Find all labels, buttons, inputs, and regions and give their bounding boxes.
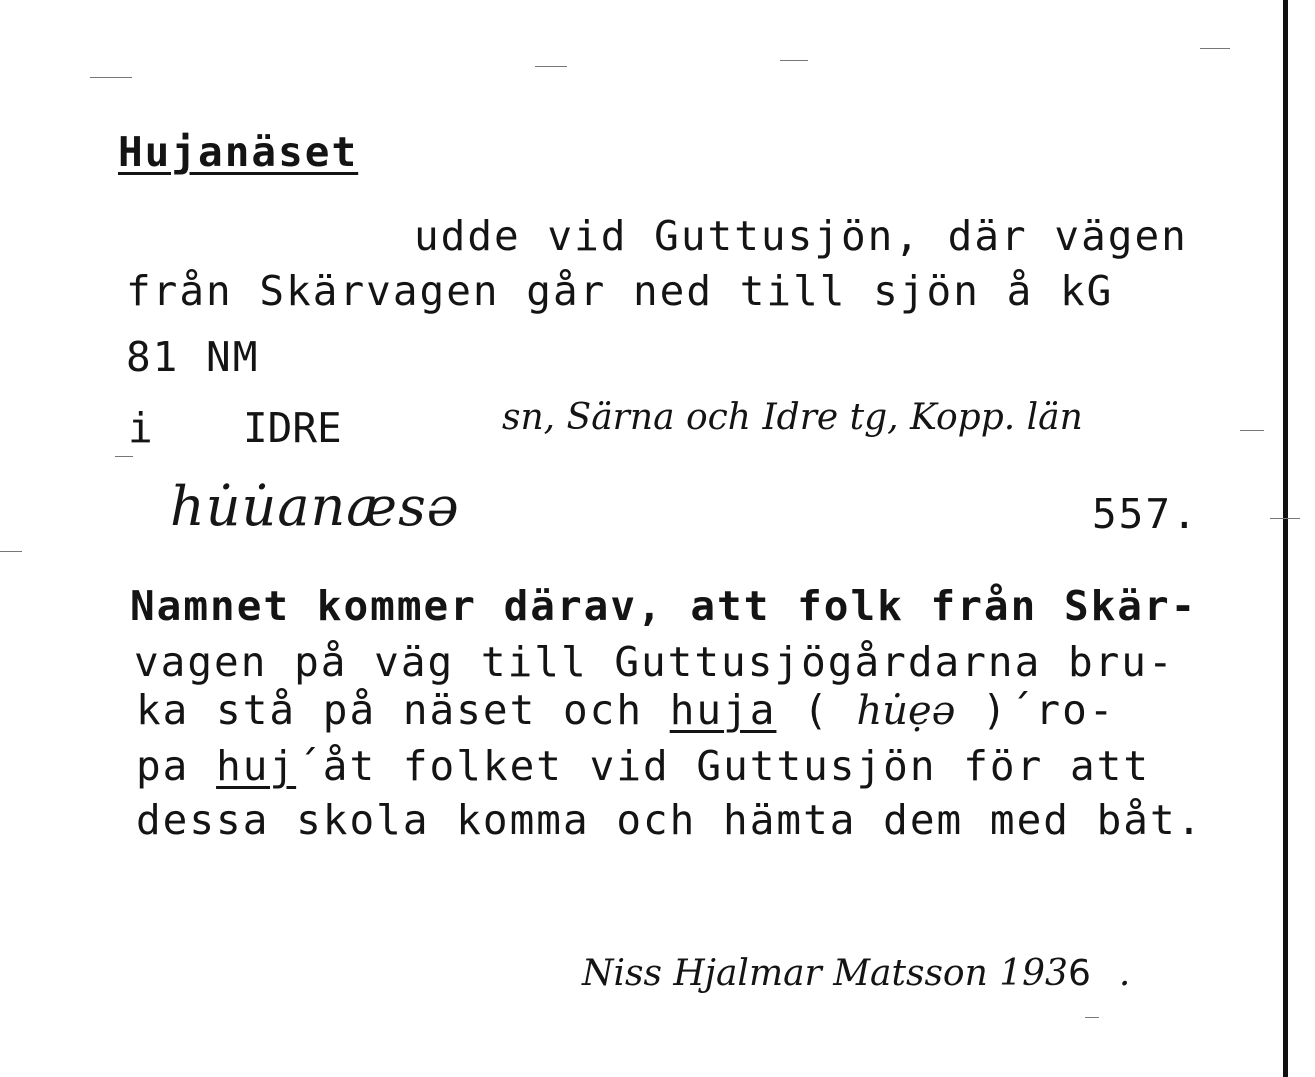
signature-line [582,953,1131,994]
explanation-line-3-start: ka stå på näset och [136,686,670,734]
description-line-1: udde vid Guttusjön, där vägen [414,212,1188,260]
signature-trailing-dot: . [1118,953,1131,994]
card-edge-border [1283,0,1288,1077]
description-line-2: från Skärvagen går ned till sjön å kG [126,267,1114,315]
location-prefix: i [128,404,155,452]
card-number: 557. [1092,490,1199,538]
word-huj: huj [216,742,297,790]
explanation-line-4-start: pa [136,742,217,790]
pronunciation-handwritten: hu̇u̇anæsə [170,475,460,538]
explanation-line-4 [136,742,1151,790]
word-huja: huja [669,686,777,734]
parish-name: IDRE [243,404,342,452]
signature-year-digit: 6 [1067,953,1091,994]
signature-name: Niss Hjalmar Matsson 193 [582,953,1068,994]
explanation-line-2: vagen på väg till Guttusjögårdarna bru- [134,638,1175,686]
explanation-line-1: Namnet kommer därav, att folk från Skär- [130,582,1198,630]
description-line-3: 81 NM [126,333,260,381]
explanation-line-3 [136,686,1116,734]
explanation-line-3-open-paren: ( [776,686,857,734]
phonetic-huja-handwritten: hu̇ẹə [856,688,956,734]
headword: Hujanäset [118,128,359,176]
explanation-line-5: dessa skola komma och hämta dem med båt. [136,796,1204,844]
explanation-line-4-end: ´åt folket vid Guttusjön för att [296,742,1151,790]
explanation-line-3-end: )´ro- [955,686,1116,734]
location-details: sn, Särna och Idre tg, Kopp. län [502,397,1083,438]
